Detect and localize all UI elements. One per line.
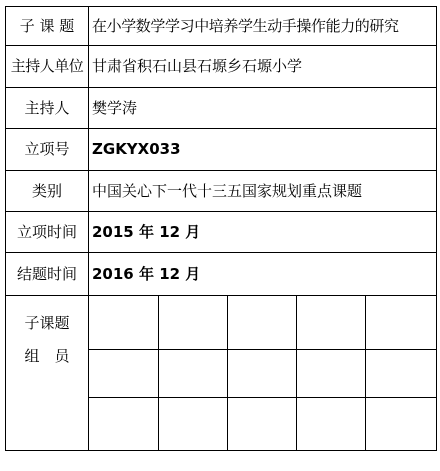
members-label: [6, 296, 88, 450]
subproject-label: 子 课 题: [19, 16, 75, 35]
members-label-line2: 组 员: [24, 347, 70, 365]
members-label-line1: 子课题: [24, 314, 70, 332]
rule-bottom: [5, 450, 437, 451]
project-number-label: 立项号: [24, 140, 70, 158]
end-date-label: 结题时间: [16, 264, 77, 283]
project-number-value: ZGKYX033: [92, 140, 181, 158]
host-unit-label: 主持人单位: [10, 57, 84, 75]
start-date-label: 立项时间: [16, 222, 77, 241]
subproject-value: 在小学数学学习中培养学生动手操作能力的研究: [92, 16, 399, 35]
rule-right: [436, 6, 437, 451]
end-date-value: 2016 年 12 月: [92, 264, 201, 283]
category-value: 中国关心下一代十三五国家规划重点课题: [92, 181, 363, 200]
host-label: 主持人: [24, 98, 70, 117]
host-value: 樊学涛: [92, 98, 138, 117]
host-unit-value: 甘肃省积石山县石塬乡石塬小学: [92, 57, 303, 75]
category-label: 类别: [31, 181, 62, 200]
start-date-value: 2015 年 12 月: [92, 222, 201, 241]
member-grid: [89, 296, 436, 450]
